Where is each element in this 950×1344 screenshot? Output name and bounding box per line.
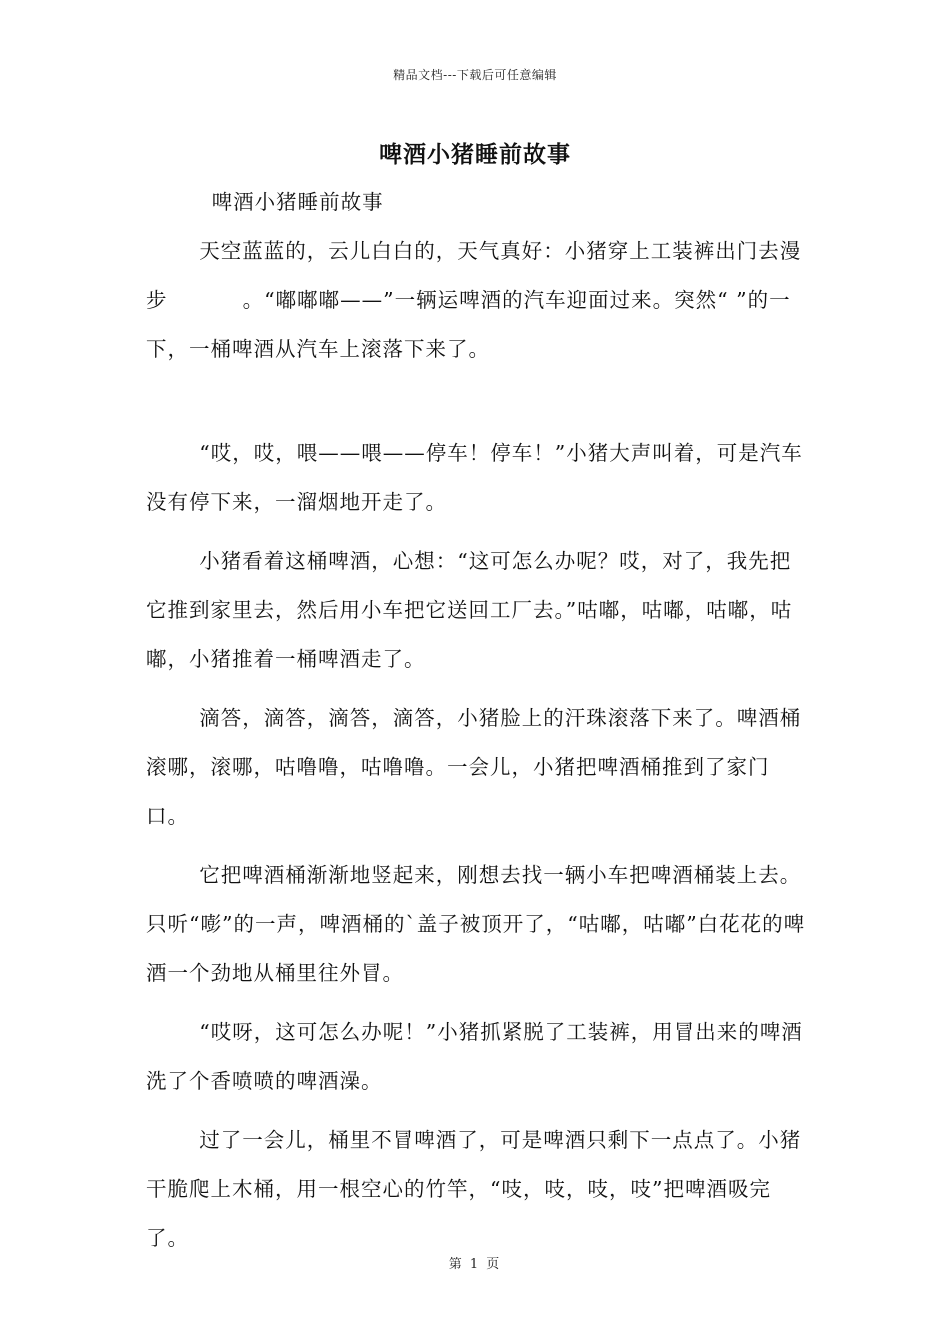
page-number: 第 1 页: [448, 1257, 502, 1272]
paragraph-6: “哎呀，这可怎么办呢！”小猪抓紧脱了工装裤，用冒出来的啤酒洗了个香喷喷的啤酒澡。: [146, 1020, 803, 1093]
paragraph-4: 滴答，滴答，滴答，滴答，小猪脸上的汗珠滚落下来了。啤酒桶滚哪，滚哪，咕噜噜，咕噜噜。一会儿，小猪把啤酒桶推到了家门口。: [146, 706, 802, 828]
paragraph-2: “哎，哎，喂——喂——停车！停车！”小猪大声叫着，可是汽车没有停下来，一溜烟地开走了。: [146, 441, 803, 514]
paragraph-7: 过了一会儿，桶里不冒啤酒了，可是啤酒只剩下一点点了。小猪干脆爬上木桶，用一根空心的竹竿，“吱，吱，吱，吱”把啤酒吸完了。: [146, 1128, 802, 1250]
document-title: 啤酒小猪睡前故事: [379, 141, 571, 168]
paragraph-3: 小猪看着这桶啤酒，心想：“这可怎么办呢？哎，对了，我先把它推到家里去，然后用小车把它送回工厂去。”咕嘟，咕嘟，咕嘟，咕嘟，小猪推着一桶啤酒走了。: [146, 549, 793, 671]
paragraph-5: 它把啤酒桶渐渐地竖起来，刚想去找一辆小车把啤酒桶装上去。只听“嘭”的一声，啤酒桶的`盖子被顶开了，“咕嘟，咕嘟”白花花的啤酒一个劲地从桶里往外冒。: [146, 863, 806, 985]
page-header: 精品文档---下载后可任意编辑: [393, 68, 557, 82]
paragraph-1: 天空蓝蓝的，云儿白白的，天气真好：小猪穿上工装裤出门去漫步 。“嘟嘟嘟——”一辆运啤酒的汽车迎面过来。突然“ ”的一下，一桶啤酒从汽车上滚落下来了。: [146, 239, 802, 361]
document-body: [146, 178, 810, 1273]
subtitle-paragraph: 啤酒小猪睡前故事: [211, 190, 384, 214]
